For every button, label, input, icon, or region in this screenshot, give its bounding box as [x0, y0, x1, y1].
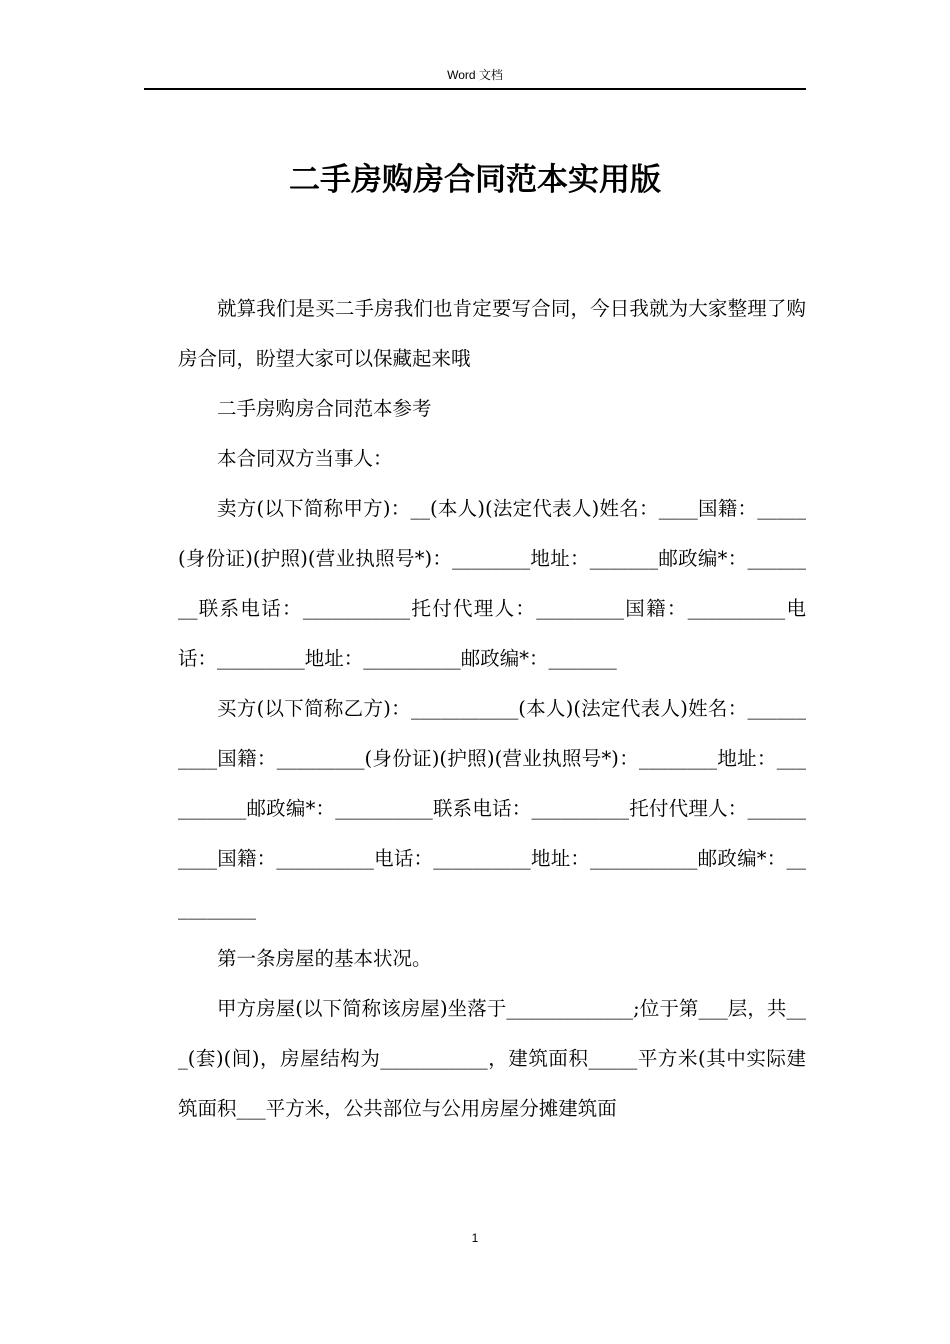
buyer-paragraph: 买方(以下简称乙方)：___________(本人)(法定代表人)姓名：__________国籍：_________(身份证)(护照)(营业执照号*)：________地址：__________邮政编*：__________联系电话：__________托付代理人：__________国籍：__________电话：__________地址：___________邮政编*：__________ [178, 697, 806, 920]
document-title: 二手房购房合同范本实用版 [289, 162, 661, 198]
article-one-heading-paragraph: 第一条房屋的基本状况。 [217, 947, 432, 970]
property-details-paragraph: 甲方房屋(以下简称该房屋)坐落于_____________;位于第___层，共___(套)(间)，房屋结构为___________，建筑面积_____平方米(其中实际建筑面积___平方米，公共部位与公用房屋分摊建筑面 [178, 997, 806, 1120]
page-header [144, 66, 806, 90]
seller-paragraph: 卖方(以下简称甲方)：__(本人)(法定代表人)姓名：____国籍：_____(身份证)(护照)(营业执照号*)：________地址：_______邮政编*：________联系电话：___________托付代理人：_________国籍：__________电话：_________地址：__________邮政编*：_______ [178, 497, 806, 670]
parties-paragraph: 本合同双方当事人： [217, 447, 393, 470]
header-text: Word 文档 [447, 68, 503, 82]
document-body [178, 284, 806, 1134]
section-heading-paragraph: 二手房购房合同范本参考 [217, 397, 432, 420]
page-number: 1 [471, 1231, 479, 1245]
intro-paragraph: 就算我们是买二手房我们也肯定要写合同，今日我就为大家整理了购房合同，盼望大家可以保藏起来哦 [178, 297, 806, 370]
